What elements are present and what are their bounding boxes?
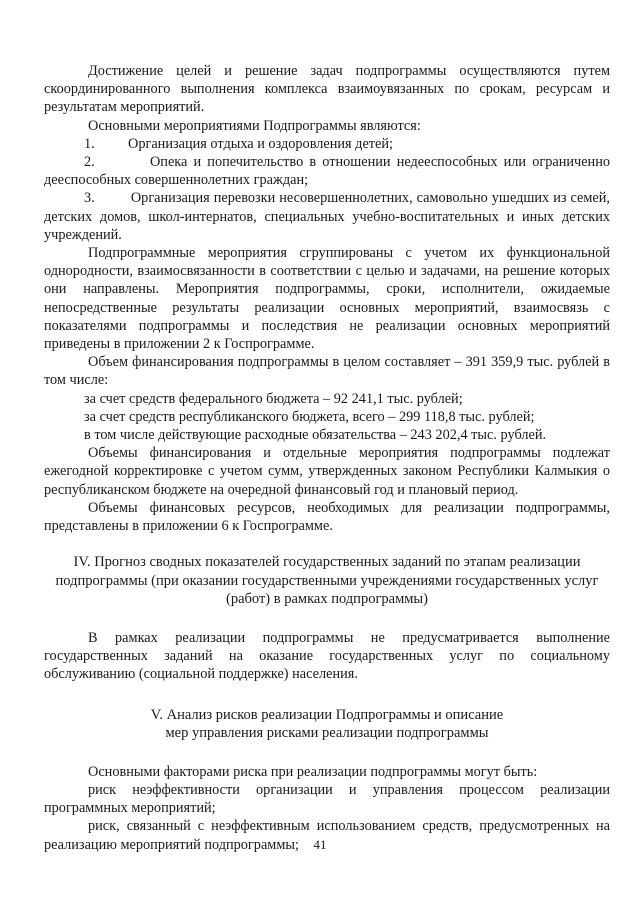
paragraph-risk-management: риск неэффективности организации и управления процессом реализации программных мероприятий; [44, 782, 610, 817]
spacer [44, 743, 610, 763]
list-item-text: Организация отдыха и оздоровления детей; [128, 135, 394, 152]
paragraph-risk-funds: риск, связанный с неэффективным использованием средств, предусмотренных на реализацию мероприятий подпрограммы; [44, 818, 610, 853]
paragraph-goals: Достижение целей и решение задач подпрограммы осуществляются путем скоординированного выполнения комплекса взаимоувязанных по срокам, ресурсам и результатам мероприятий. [44, 63, 610, 116]
paragraph-annual-adjustment: Объемы финансирования и отдельные мероприятия подпрограммы подлежат ежегодной корректировке с учетом сумм, утвержденных законом Республики Калмыкия о республиканском бюджете на очередной финансовый год и плановый период. [44, 445, 610, 498]
list-item-text: Организация перевозки несовершеннолетних, самовольно ушедших из семей, детских домов, школ-интернатов, специальных учебно-воспитательных и иных детских учреждений. [44, 190, 610, 243]
spacer [44, 684, 610, 706]
paragraph-financial-resources: Объемы финансовых ресурсов, необходимых для реализации подпрограммы, представлены в приложении 6 к Госпрограмме. [44, 499, 610, 535]
paragraph-grouping: Подпрограммные мероприятия сгруппированы с учетом их функциональной однородности, взаимосвязанности в соответствии с целью и задачами, на решение которых они направлены. Мероприятия подпрограммы, сроки, исполнители, ожидаемые непосредственные результаты реализации основных мероприятий, взаимосвязь с показателями подпрограммы и последствия не реализации основных мероприятий приведены в приложении 2 к Госпрограмме. [44, 245, 610, 353]
spacer [44, 609, 610, 629]
list-item-number: 3. [84, 190, 95, 207]
list-item-number: 2. [84, 154, 95, 171]
spacer [44, 535, 610, 553]
financing-federal: за счет средств федерального бюджета – 92 241,1 тыс. рублей; [84, 390, 463, 407]
section-heading-v [44, 706, 610, 743]
list-item [44, 135, 610, 153]
paragraph-financing-total: Объем финансирования подпрограммы в целом составляет – 391 359,9 тыс. рублей в том числе: [44, 354, 610, 389]
section-heading-v-line2: мер управления рисками реализации подпрограммы [165, 725, 489, 742]
paragraph-risk-factors: Основными факторами риска при реализации подпрограммы могут быть: [88, 763, 538, 780]
list-item [44, 189, 610, 244]
paragraph-main-activities-intro: Основными мероприятиями Подпрограммы являются: [88, 117, 421, 134]
financing-obligations: в том числе действующие расходные обязательства – 243 202,4 тыс. рублей. [84, 427, 547, 444]
list-item [44, 153, 610, 189]
paragraph-state-tasks: В рамках реализации подпрограммы не предусматривается выполнение государственных заданий на оказание государственных услуг по социальному обслуживанию (социальной поддержке) населения. [44, 630, 610, 683]
financing-republic: за счет средств республиканского бюджета, всего – 299 118,8 тыс. рублей; [84, 408, 535, 425]
page-number: 41 [313, 837, 327, 852]
section-heading-v-line1: V. Анализ рисков реализации Подпрограммы и описание [150, 706, 504, 723]
list-item-text: Опека и попечительство в отношении недееспособных или ограниченно дееспособных совершеннолетних граждан; [44, 154, 610, 189]
section-heading-iv: IV. Прогноз сводных показателей государственных заданий по этапам реализации подпрограммы (при оказании государственными учреждениями государственных услуг (работ) в рамках подпрограммы) [55, 554, 599, 608]
list-item-number: 1. [84, 135, 95, 152]
